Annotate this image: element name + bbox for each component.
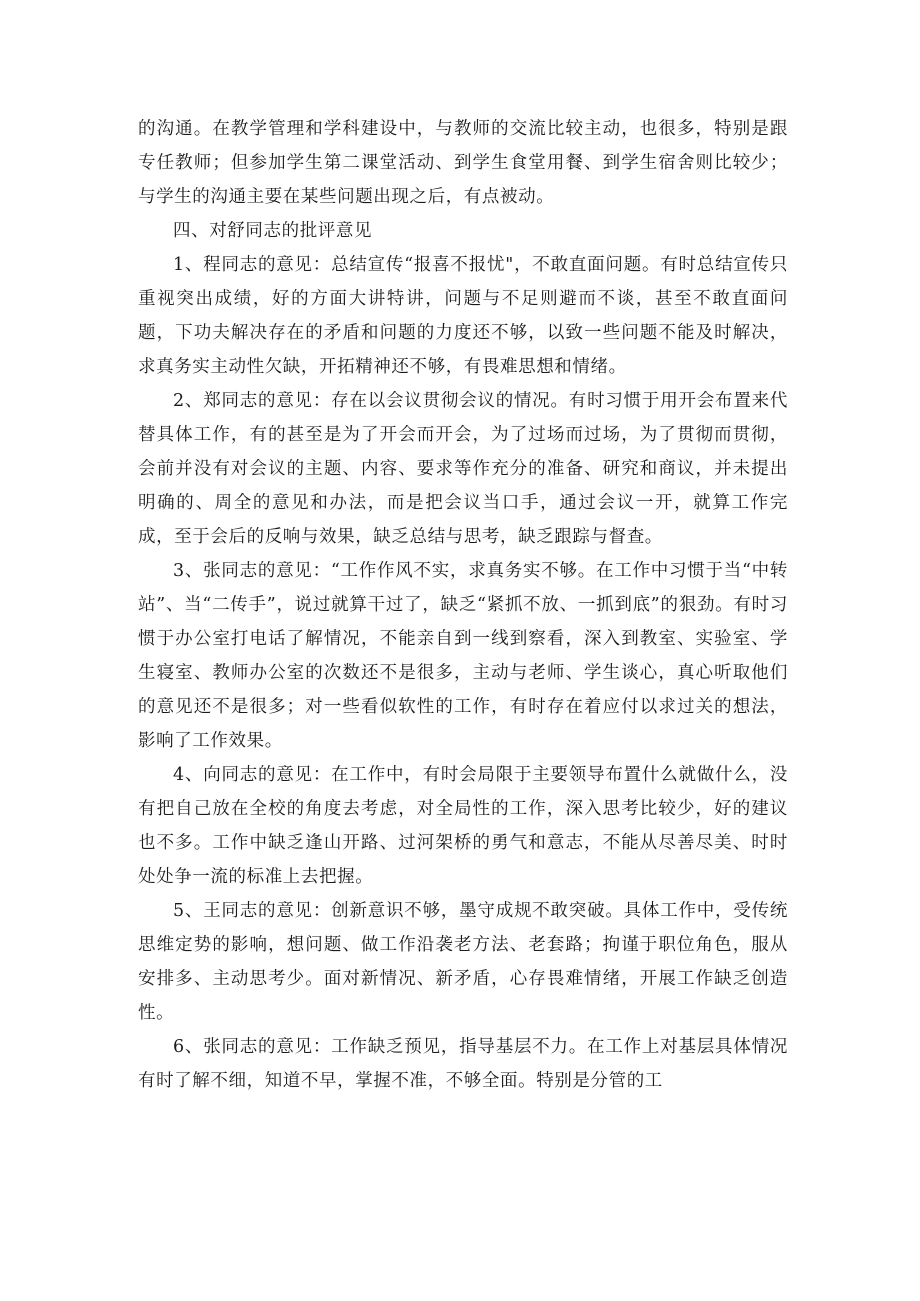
paragraph-opinion-3: 3、张同志的意见：“工作作风不实，求真务实不够。在工作中习惯于当“中转站”、当“二传手”，说过就算干过了，缺乏“紧抓不放、一抓到底”的狠劲。有时习惯于办公室打电话了解情况，不能亲自到一线到察看，深入到教室、实验室、学生寝室、教师办公室的次数还不是很多，主动与老师、学生谈心，真心听取他们的意见还不是很多；对一些看似软性的工作，有时存在着应付以求过关的想法，影响了工作效果。: [138, 561, 788, 751]
paragraph-continuation: 的沟通。在教学管理和学科建设中，与教师的交流比较主动，也很多，特别是跟专任教师；但参加学生第二课堂活动、到学生食堂用餐、到学生宿舍则比较少；与学生的沟通主要在某些问题出现之后，有点被动。: [138, 119, 788, 207]
paragraph-opinion-2: 2、郑同志的意见：存在以会议贯彻会议的情况。有时习惯于用开会布置来代替具体工作，有的甚至是为了开会而开会，为了过场而过场，为了贯彻而贯彻，会前并没有对会议的主题、内容、要求等作充分的准备、研究和商议，并未提出明确的、周全的意见和办法，而是把会议当口手，通过会议一开，就算工作完成，至于会后的反响与效果，缺乏总结与思考，缺乏跟踪与督查。: [138, 391, 788, 547]
paragraph-opinion-6: 6、张同志的意见：工作缺乏预见，指导基层不力。在工作上对基层具体情况有时了解不细，知道不早，掌握不准，不够全面。特别是分管的工: [138, 1037, 788, 1091]
paragraph-opinion-4: 4、向同志的意见：在工作中，有时会局限于主要领导布置什么就做什么，没有把自己放在全校的角度去考虑，对全局性的工作，深入思考比较少，好的建议也不多。工作中缺乏逢山开路、过河架桥的勇气和意志，不能从尽善尽美、时时处处争一流的标准上去把握。: [138, 765, 788, 887]
paragraph-opinion-1: 1、程同志的意见：总结宣传“报喜不报忧"，不敢直面问题。有时总结宣传只重视突出成绩，好的方面大讲特讲，问题与不足则避而不谈，甚至不敢直面问题，下功夫解决存在的矛盾和问题的力度还不够，以致一些问题不能及时解决，求真务实主动性欠缺，开拓精神还不够，有畏难思想和情绪。: [138, 255, 788, 377]
paragraph-opinion-5: 5、王同志的意见：创新意识不够，墨守成规不敢突破。具体工作中，受传统思维定势的影响，想问题、做工作沿袭老方法、老套路；拘谨于职位角色，服从安排多、主动思考少。面对新情况、新矛盾，心存畏难情绪，开展工作缺乏创造性。: [138, 901, 788, 1023]
section-heading: 四、对舒同志的批评意见: [173, 221, 373, 241]
document-page: [138, 112, 788, 1098]
